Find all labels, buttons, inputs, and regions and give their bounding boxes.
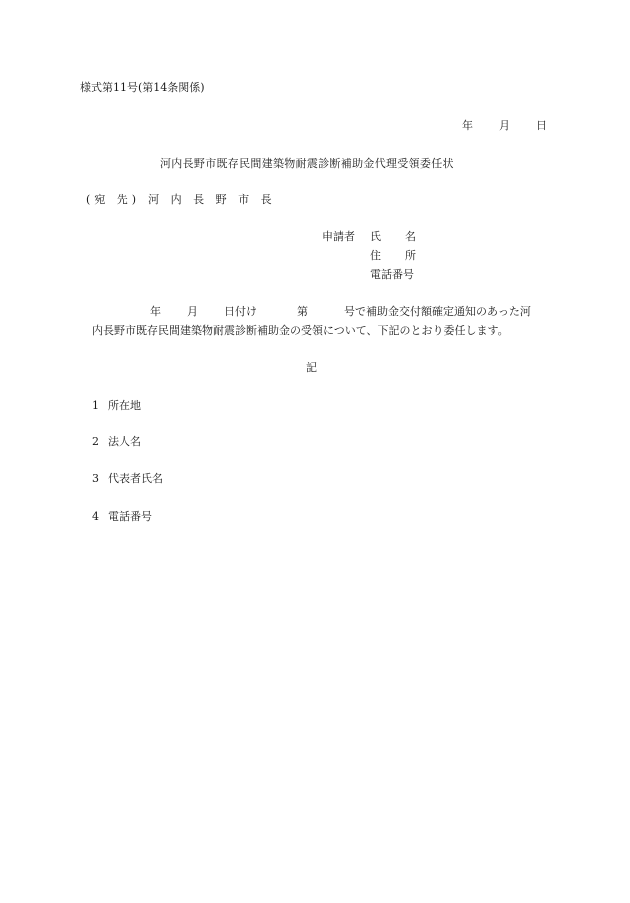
item-number: 3 bbox=[92, 472, 99, 485]
addressee-name: 河 内 長 野 市 長 bbox=[148, 193, 276, 206]
item-label: 代表者氏名 bbox=[108, 472, 163, 485]
body-dai-label: 第 bbox=[297, 305, 308, 318]
ki-heading: 記 bbox=[306, 361, 317, 374]
item-number: 4 bbox=[92, 510, 99, 523]
addressee-label: 宛 先 bbox=[94, 193, 132, 206]
item-number: 1 bbox=[92, 399, 99, 412]
document-title: 河内長野市既存民間建築物耐震診断補助金代理受領委任状 bbox=[160, 157, 454, 170]
applicant-address-label: 住 所 bbox=[370, 249, 416, 262]
applicant-phone-label: 電話番号 bbox=[370, 268, 414, 281]
list-item bbox=[92, 472, 163, 485]
addressee bbox=[86, 193, 276, 206]
addressee-close-paren: ) bbox=[131, 193, 141, 206]
date-month-label: 月 bbox=[499, 119, 510, 132]
addressee-open-paren: ( bbox=[86, 193, 95, 206]
body-text-line-1 bbox=[150, 305, 531, 318]
body-text-line-2: 内長野市既存民間建築物耐震診断補助金の受領について、下記のとおり委任します。 bbox=[92, 324, 509, 337]
applicant-label: 申請者 bbox=[322, 230, 355, 243]
item-label: 電話番号 bbox=[108, 510, 152, 523]
date-day-label: 日 bbox=[536, 119, 547, 132]
item-label: 所在地 bbox=[108, 399, 141, 412]
date-line bbox=[462, 119, 547, 132]
form-number: 様式第11号(第14条関係) bbox=[80, 81, 205, 94]
body-month-label: 月 bbox=[187, 305, 198, 318]
body-date-suffix: 日付け bbox=[224, 305, 257, 318]
list-item bbox=[92, 435, 141, 448]
body-line1-rest: 号で補助金交付額確定通知のあった河 bbox=[344, 305, 531, 318]
item-label: 法人名 bbox=[108, 435, 141, 448]
date-year-label: 年 bbox=[462, 119, 473, 132]
list-item bbox=[92, 510, 152, 523]
item-number: 2 bbox=[92, 435, 99, 448]
applicant-name-label: 氏 名 bbox=[370, 230, 416, 243]
list-item bbox=[92, 399, 141, 412]
body-year-label: 年 bbox=[150, 305, 161, 318]
